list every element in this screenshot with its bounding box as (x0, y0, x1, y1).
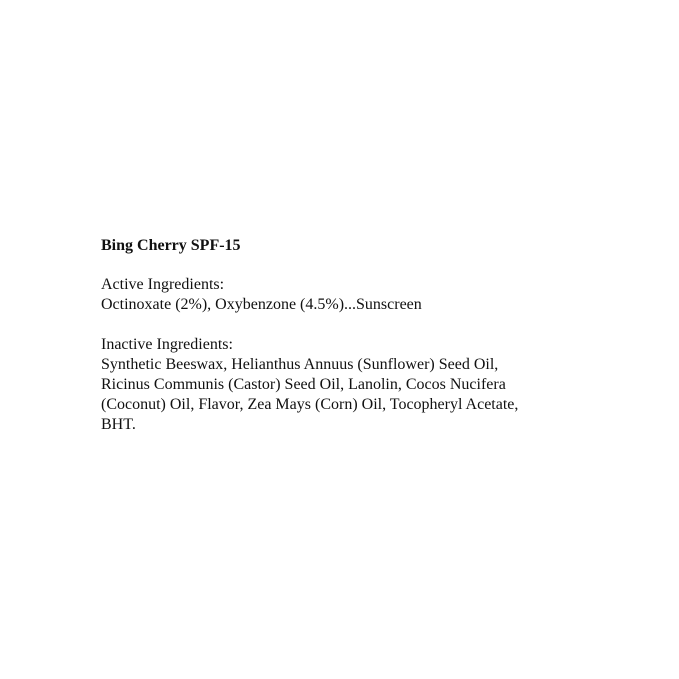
active-ingredients-line: Octinoxate (2%), Oxybenzone (4.5%)...Sunscreen (101, 296, 422, 313)
active-ingredients-heading: Active Ingredients: (101, 276, 225, 293)
product-title: Bing Cherry SPF-15 (101, 237, 241, 254)
inactive-ingredients-line: (Coconut) Oil, Flavor, Zea Mays (Corn) Oil, Tocopheryl Acetate, (101, 396, 519, 413)
active-ingredients-section (101, 275, 581, 315)
inactive-ingredients-line: BHT. (101, 416, 136, 433)
inactive-ingredients-line: Ricinus Communis (Castor) Seed Oil, Lanolin, Cocos Nucifera (101, 376, 506, 393)
inactive-ingredients-line: Synthetic Beeswax, Helianthus Annuus (Sunflower) Seed Oil, (101, 356, 499, 373)
inactive-ingredients-section (101, 335, 581, 435)
inactive-ingredients-heading: Inactive Ingredients: (101, 336, 233, 353)
ingredient-label (101, 236, 581, 455)
